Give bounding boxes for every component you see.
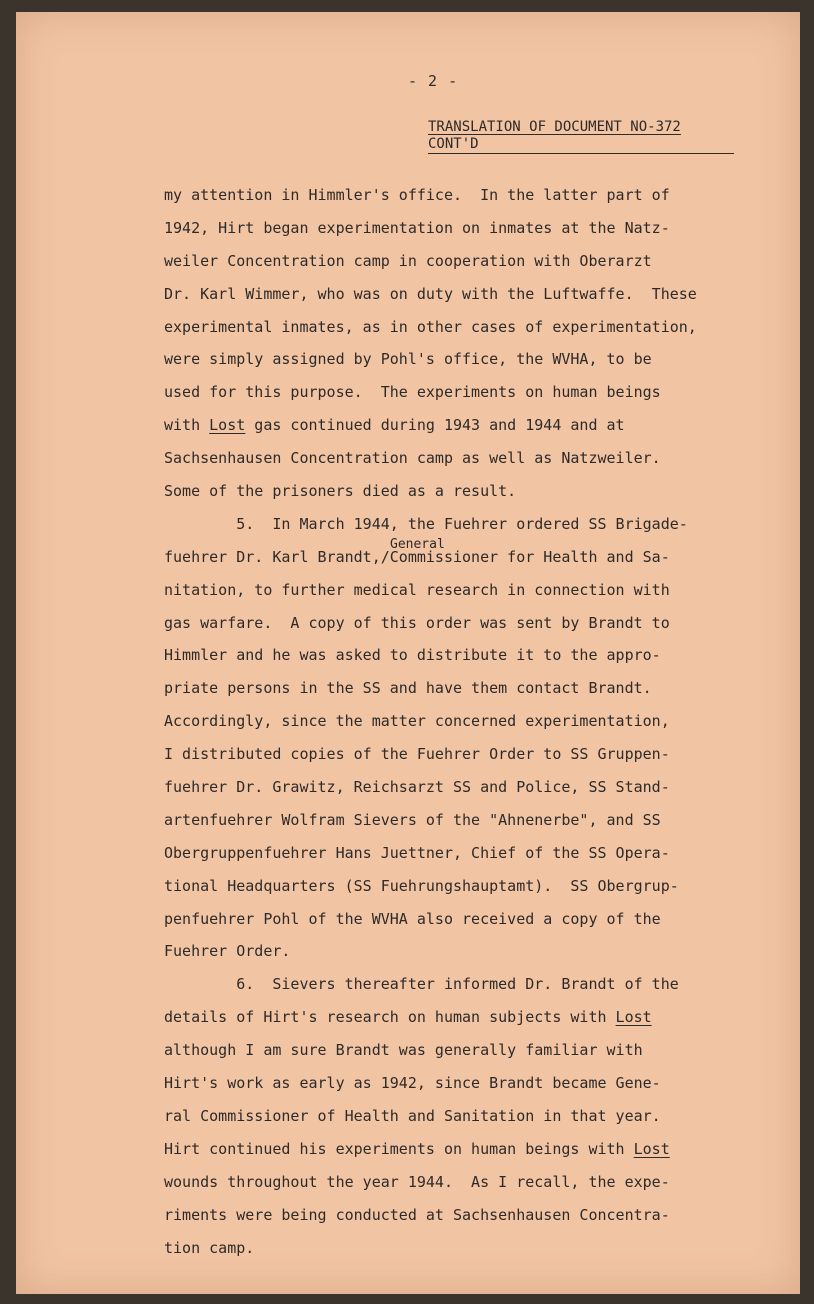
- underlined-term: Lost: [615, 1008, 652, 1027]
- text-line: experimental inmates, as in other cases of experimentation,: [164, 317, 697, 336]
- text-line: 1942, Hirt began experimentation on inmates at the Natz-: [164, 218, 670, 237]
- body-text: [164, 179, 774, 1264]
- text-line: [164, 409, 774, 442]
- text-line: my attention in Himmler's office. In the latter part of: [164, 186, 670, 204]
- text-line: I distributed copies of the Fuehrer Order to SS Gruppen-: [164, 745, 670, 764]
- text-line: fuehrer Dr. Grawitz, Reichsarzt SS and Police, SS Stand-: [164, 778, 670, 797]
- text-line: [164, 1001, 774, 1034]
- text-line: Obergruppenfuehrer Hans Juettner, Chief of the SS Opera-: [164, 843, 670, 862]
- text-line: tional Headquarters (SS Fuehrungshauptamt). SS Obergrup-: [164, 876, 679, 895]
- text-line: ral Commissioner of Health and Sanitation in that year.: [164, 1106, 661, 1125]
- text-segment: with: [164, 416, 210, 435]
- text-line: Hirt's work as early as 1942, since Brandt became Gene-: [164, 1074, 661, 1093]
- text-line: weiler Concentration camp in cooperation with Oberarzt: [164, 251, 652, 270]
- text-line: Fuehrer Order.: [164, 942, 291, 961]
- text-line: artenfuehrer Wolfram Sievers of the "Ahnenerbe", and SS: [164, 810, 661, 829]
- text-line: although I am sure Brandt was generally familiar with: [164, 1041, 643, 1060]
- text-line: Accordingly, since the matter concerned experimentation,: [164, 712, 670, 731]
- text-line: used for this purpose. The experiments on human beings: [164, 383, 661, 402]
- text-line: Some of the prisoners died as a result.: [164, 482, 517, 501]
- document-page: [16, 12, 800, 1294]
- header-title: TRANSLATION OF DOCUMENT NO-372: [428, 119, 681, 135]
- text-line: riments were being conducted at Sachsenhausen Concentra-: [164, 1205, 670, 1224]
- text-line: Sachsenhausen Concentration camp as well as Natzweiler.: [164, 449, 661, 468]
- text-line: Dr. Karl Wimmer, who was on duty with the Luftwaffe. These: [164, 284, 697, 303]
- header-continued: CONT'D: [428, 136, 479, 152]
- underlined-term: Lost: [633, 1139, 670, 1158]
- text-line: nitation, to further medical research in connection with: [164, 580, 670, 599]
- underlined-term: Lost: [209, 416, 246, 435]
- text-line: priate persons in the SS and have them contact Brandt.: [164, 679, 652, 698]
- text-line: penfuehrer Pohl of the WVHA also received a copy of the: [164, 909, 661, 928]
- text-segment: gas continued during 1943 and 1944 and at: [245, 416, 625, 435]
- text-line: gas warfare. A copy of this order was sent by Brandt to: [164, 613, 670, 632]
- text-segment: Hirt continued his experiments on human beings with: [164, 1139, 634, 1158]
- document-header: [428, 119, 734, 154]
- page-number: - 2 -: [408, 72, 459, 90]
- text-line: Himmler and he was asked to distribute it to the appro-: [164, 646, 661, 665]
- text-segment: details of Hirt's research on human subjects with: [164, 1008, 616, 1027]
- text-line: 6. Sievers thereafter informed Dr. Brandt of the: [164, 975, 679, 994]
- text-line: tion camp.: [164, 1238, 255, 1257]
- text-line: were simply assigned by Pohl's office, the WVHA, to be: [164, 350, 652, 369]
- text-line: 5. In March 1944, the Fuehrer ordered SS Brigade-: [164, 514, 688, 533]
- text-line: fuehrer Dr. Karl Brandt,/Commissioner for Health and Sa-: [164, 547, 670, 566]
- handwritten-insertion: General: [390, 537, 445, 552]
- text-line: wounds throughout the year 1944. As I recall, the expe-: [164, 1172, 670, 1191]
- text-line: [164, 1133, 774, 1166]
